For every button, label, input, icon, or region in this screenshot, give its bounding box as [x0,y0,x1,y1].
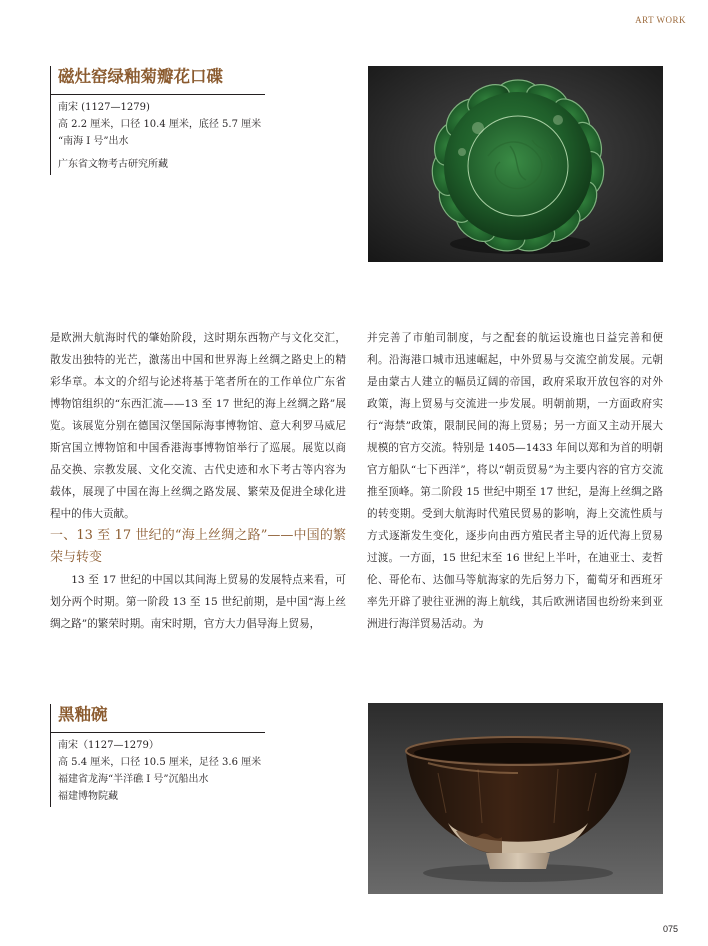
artifact-collection: 福建博物院藏 [58,791,118,802]
article-left-column [50,327,346,635]
artifact-period: 南宋 (1127—1279) [58,102,150,113]
artifact-collection: 广东省文物考古研究所藏 [58,159,168,170]
article-paragraph: 并完善了市舶司制度，与之配套的航运设施也日益完善和便利。沿海港口城市迅速崛起，中外贸易与交流空前发展。元朝是由蒙古人建立的幅员辽阔的帝国，政府采取开放包容的对外政策，海上贸易与交流进一步发展。明朝前期，一方面政府实行“海禁”政策，限制民间的海上贸易；另一方面又主动开展大规模的官方交流。特别是 1405—1433 年间以郑和为首的明朝官方船队“七下西洋”，将以“朝贡贸易”为主要内容的官方交流推至顶峰。第二阶段 15 世纪中期至 17 世纪，是海上丝绸之路的转变期。受到大航海时代殖民贸易的影响，海上交流性质与方式逐渐发生变化，逐步向由西方殖民者主导的近代海上贸易过渡。一方面，15 世纪末至 16 世纪上半叶，在迪亚士、麦哲伦、哥伦布、达伽马等航海家的先后努力下，葡萄牙和西班牙率先开辟了驶往亚洲的海上航线，其后欧洲诸国也纷纷来到亚洲进行海洋贸易活动。为 [367,332,663,630]
green-plate-photo [368,66,663,262]
artifact-dimensions: 高 5.4 厘米，口径 10.5 厘米，足径 3.6 厘米 [58,757,262,768]
article-right-column [367,327,663,635]
artifact-title-1: 磁灶窑绿釉菊瓣花口碟 [51,66,265,95]
section-heading: 一、13 至 17 世纪的“海上丝绸之路”——中国的繁荣与转变 [50,528,346,565]
artifact-provenance: “南海 I 号”出水 [58,136,129,147]
artifact-period: 南宋（1127—1279） [58,740,159,751]
article-paragraph: 13 至 17 世纪的中国以其间海上贸易的发展特点来看，可划分两个时期。第一阶段 13 至 15 世纪前期，是中国“海上丝绸之路”的繁荣时期。南宋时期，官方大力倡导海上贸易， [50,574,346,630]
article-paragraph: 是欧洲大航海时代的肇始阶段，这时期东西物产与文化交汇，散发出独特的光芒，激荡出中国和世界海上丝绸之路史上的精彩华章。本文的介绍与论述将基于笔者所在的工作单位广东省博物馆组织的“东西汇流——13 至 17 世纪的海上丝绸之路”展览。该展览分别在德国汉堡国际海事博物馆、意大利罗马威尼斯宫国立博物馆和中国香港海事博物馆举行了巡展。展览以商品交换、宗教发展、文化交流、古代史迹和水下考古等内容为载体，展现了中国在海上丝绸之路发展、繁荣及促进全球化进程中的伟大贡献。 [50,332,346,520]
artifact-provenance: 福建省龙海“半洋礁 I 号”沉船出水 [58,774,209,785]
section-tag: ART WORK [635,15,686,25]
artifact-dimensions: 高 2.2 厘米，口径 10.4 厘米，底径 5.7 厘米 [58,119,262,130]
artifact-details-1 [51,95,265,175]
page-number: 075 [662,924,678,934]
artifact-details-2 [51,733,265,807]
artifact-caption-1 [50,66,265,175]
artifact-title-2: 黑釉碗 [51,704,265,733]
black-bowl-photo [368,703,663,894]
artifact-caption-2 [50,704,265,807]
